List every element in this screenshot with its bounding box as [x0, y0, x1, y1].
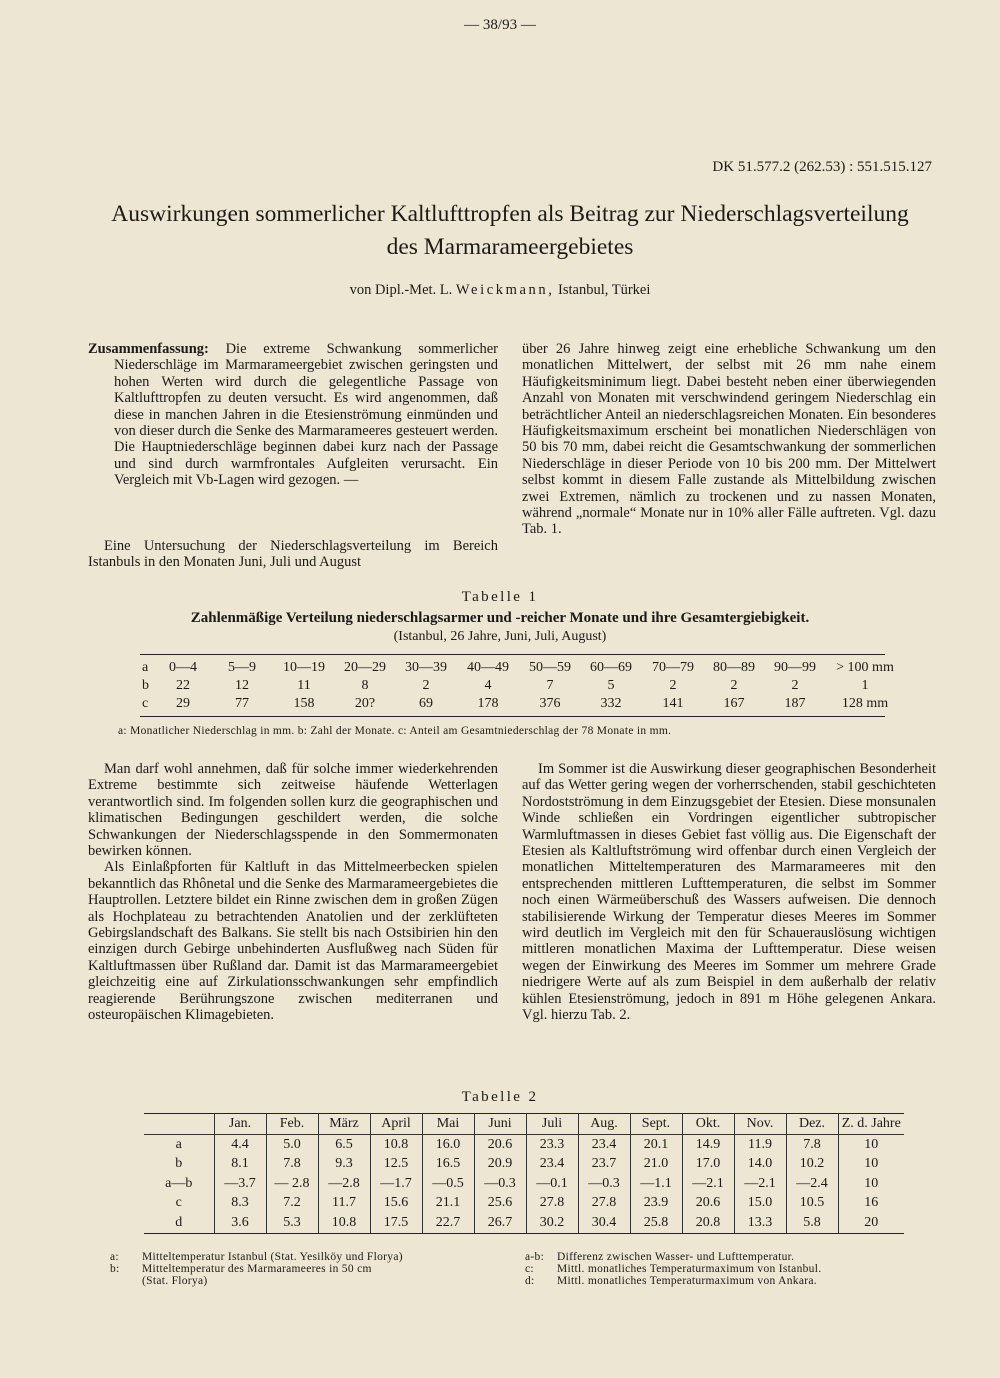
table2-header-cell: März: [318, 1114, 370, 1135]
legend-text: Mitteltemperatur Istanbul (Stat. Yesilköy und Florya): [142, 1251, 403, 1263]
author-prefix: von Dipl.-Met. L.: [349, 282, 453, 298]
legend-key: b:: [110, 1263, 120, 1275]
table2-header-cell: Z. d. Jahre: [838, 1114, 904, 1135]
table2-cell: 15.0: [734, 1194, 786, 1214]
table2-cell: 10: [838, 1135, 904, 1155]
table2-header-cell: Feb.: [266, 1114, 318, 1135]
table2-cell: 16.0: [422, 1135, 474, 1155]
table2-header-cell: Mai: [422, 1114, 474, 1135]
table2-legend-item: [110, 1275, 490, 1287]
table1-row-b: [140, 678, 885, 695]
table2-cell: 7.2: [266, 1194, 318, 1214]
table1-cell: 90—99: [774, 660, 816, 675]
table2-cell: 20.6: [474, 1135, 526, 1155]
table2-header-cell: [144, 1114, 214, 1135]
table2-header-cell: Sept.: [630, 1114, 682, 1135]
middle-left-column: [88, 761, 498, 1024]
table2-cell: —1.7: [370, 1174, 422, 1194]
table2-legend-left: [110, 1251, 490, 1287]
mid-left-paragraph-1: Man darf wohl annehmen, daß für solche immer wiederkehrenden Extreme bestimmte sich zeitweise häufende Wetterlagen verantwortlich sind. Im folgenden sollen kurz die geographischen und klimatischen Bedingungen geschildert werden, die solche Schwankungen der Niederschlagsspende in den Sommermonaten bewirken können.: [88, 761, 498, 860]
table1-cell: 50—59: [529, 660, 571, 675]
legend-text: (Stat. Florya): [142, 1275, 208, 1287]
table2-row-label: a: [175, 1136, 182, 1152]
table2-row-label: b: [175, 1156, 183, 1172]
table1-cell: 7: [546, 678, 554, 693]
table2-cell: 13.3: [734, 1213, 786, 1233]
table2-row-label: a—b: [165, 1175, 193, 1191]
table1-cell: 20?: [354, 696, 376, 711]
table1-cell: 30—39: [405, 660, 447, 675]
legend-key: a:: [110, 1251, 119, 1263]
table1-subtitle: (Istanbul, 26 Jahre, Juni, Juli, August): [393, 629, 607, 644]
table1-cell: 2: [791, 678, 799, 693]
table2-cell: —2.1: [682, 1174, 734, 1194]
table2-cell: 10.5: [786, 1194, 838, 1214]
table1-cell: 80—89: [713, 660, 755, 675]
table2-row: [144, 1213, 904, 1233]
author-location: Istanbul, Türkei: [558, 282, 651, 298]
intro-paragraph: [88, 538, 498, 571]
table1-legend: a: Monatlicher Niederschlag in mm. b: Zahl der Monate. c: Anteil am Gesamtniederschlag der 78 Monate in mm.: [118, 725, 672, 737]
table2-cell: 12.5: [370, 1155, 422, 1175]
table1-cell: 5: [607, 678, 615, 693]
table2-legend-right: [525, 1251, 945, 1287]
table2-cell: —1.1: [630, 1174, 682, 1194]
table2-header-cell: Juli: [526, 1114, 578, 1135]
table1-row-a: [140, 660, 894, 677]
table2-cell: 11.9: [734, 1135, 786, 1155]
title-line-2: des Marmarameergebietes: [386, 234, 634, 260]
table1-cell: > 100 mm: [836, 660, 894, 675]
right-column-text: über 26 Jahre hinweg zeigt eine erhebliche Schwankung um den monatlichen Mittelwert, der selbst mit 26 mm nahe einem Häufigkeitsminimum liegt. Dabei besteht neben einer überwiegenden Anzahl von Monaten mit verschwindend geringem Niederschlag ein beträchtlicher Anteil an niederschlagsreichen Monaten. Ein besonderes Häufigkeitsmaximum erscheint bei monatlichen Niederschlägen von 50 bis 70 mm, dabei reicht die Gesamtschwankung der sommerlichen Niederschläge in dieser Periode von 10 bis 200 mm. Der Mittelwert selbst kommt in diesem Falle zustande als Mittelbildung zwischen zwei Extremen, nämlich zu trockenen und zu nassen Monaten, während „normale“ Monate nur in 10% aller Fälle auftreten. Vgl. dazu Tab. 1.: [522, 341, 936, 538]
right-column-paragraph: [522, 341, 936, 538]
table2-cell: 20.8: [682, 1213, 734, 1233]
table1-row-label: c: [142, 696, 149, 711]
table2-cell: 26.7: [474, 1213, 526, 1233]
table2-cell: 25.8: [630, 1213, 682, 1233]
table1-cell: 1: [861, 678, 869, 693]
summary-block: [88, 341, 498, 489]
table2-cell: —0.3: [474, 1174, 526, 1194]
table2-cell: 20.6: [682, 1194, 734, 1214]
table2-header-cell: Nov.: [734, 1114, 786, 1135]
table2-cell: —0.5: [422, 1174, 474, 1194]
table1-cell: 77: [235, 696, 249, 711]
table2-cell: 10.8: [318, 1213, 370, 1233]
table1-cell: 2: [422, 678, 430, 693]
table2-row: [144, 1135, 904, 1155]
table2-cell: 10.2: [786, 1155, 838, 1175]
table1-cell: 60—69: [590, 660, 632, 675]
table2-header-cell: Jan.: [214, 1114, 266, 1135]
table2-cell: 23.4: [578, 1135, 630, 1155]
table1-cell: 11: [297, 678, 311, 693]
table2-row: [144, 1155, 904, 1175]
table2-header-cell: April: [370, 1114, 422, 1135]
table2-cell: 10: [838, 1174, 904, 1194]
table2-header-cell: Dez.: [786, 1114, 838, 1135]
table1-title: Zahlenmäßige Verteilung niederschlagsarmer und -reicher Monate und ihre Gesamtergiebigkeit.: [190, 610, 810, 626]
table2-cell: 27.8: [578, 1194, 630, 1214]
table1-row-label: a: [142, 660, 149, 675]
table2-legend-item: [525, 1275, 945, 1287]
table2-cell: 20.1: [630, 1135, 682, 1155]
author-line: [0, 282, 1000, 299]
table1-cell: 167: [723, 696, 745, 711]
table2-header-cell: Aug.: [578, 1114, 630, 1135]
table2-cell: 9.3: [318, 1155, 370, 1175]
legend-text: Differenz zwischen Wasser- und Lufttemperatur.: [557, 1251, 795, 1263]
table2-cell: 8.1: [214, 1155, 266, 1175]
legend-key: a-b:: [525, 1251, 545, 1263]
table2-cell: 7.8: [786, 1135, 838, 1155]
table2-header-cell: Okt.: [682, 1114, 734, 1135]
table2-row: [144, 1174, 904, 1194]
table2-cell: 15.6: [370, 1194, 422, 1214]
table2-row-label: d: [144, 1213, 214, 1233]
table1-cell: 187: [784, 696, 806, 711]
table2-cell: —0.1: [526, 1174, 578, 1194]
table2-legend-item: [525, 1263, 945, 1275]
table2-cell: 20: [838, 1213, 904, 1233]
legend-key: d:: [525, 1275, 535, 1287]
table2-cell: 16.5: [422, 1155, 474, 1175]
table2-cell: —2.4: [786, 1174, 838, 1194]
table1-cell: 70—79: [652, 660, 694, 675]
table2-cell: —2.1: [734, 1174, 786, 1194]
table2: [144, 1113, 904, 1234]
summary-text: Die extreme Schwankung sommerlicher Niederschläge im Marmarameergebiet zwischen geringsten und hohen Werten wird durch die gelegentliche Passage von Kaltlufttropfen zu deuten versucht. Es wird angenommen, daß diese in manchen Jahren in die Etesienströmung einmünden und von dieser durch die Senke des Marmarameeres gesteuert werden. Die Hauptniederschläge beginnen dabei kurz nach der Passage und sind durch warmfrontales Aufgleiten verursacht. Ein Vergleich mit Vb-Lagen wird gezogen. —: [114, 341, 498, 489]
summary-label: Zusammenfassung:: [88, 341, 209, 357]
table1-cell: 128 mm: [841, 696, 889, 711]
table1-caption: Tabelle 1: [461, 589, 539, 605]
table2-cell: 22.7: [422, 1213, 474, 1233]
table1-cell: 5—9: [228, 660, 256, 675]
table2-cell: 6.5: [318, 1135, 370, 1155]
table1-cell: 332: [600, 696, 622, 711]
table2-caption: Tabelle 2: [461, 1089, 539, 1105]
table2-cell: 14.9: [682, 1135, 734, 1155]
legend-key: c:: [525, 1263, 534, 1275]
table2-cell: 7.8: [266, 1155, 318, 1175]
table1-cell: 0—4: [169, 660, 197, 675]
table1-cell: 376: [539, 696, 561, 711]
table1-cell: 69: [419, 696, 433, 711]
table1-cell: 2: [730, 678, 738, 693]
table2-cell: 23.4: [526, 1155, 578, 1175]
table2-legend-item: [525, 1251, 945, 1263]
table1-cell: 178: [477, 696, 499, 711]
table2-cell: 10.8: [370, 1135, 422, 1155]
table2-cell: 23.9: [630, 1194, 682, 1214]
table2-cell: 23.3: [526, 1135, 578, 1155]
table1-cell: 141: [662, 696, 684, 711]
mid-right-paragraph-1: Im Sommer ist die Auswirkung dieser geographischen Besonderheit auf das Wetter gering wegen der vorherrschenden, stabil geschichteten Nordostströmung in dem Einzugsgebiet der Etesien. Diese monsunalen Winde schließen ein Vordringen eigentlicher subtropischer Warmluftmassen in dieses Gebiet fast völlig aus. Die Eigenschaft der Etesien als Kaltluftströmung wird offenbar durch einen Vergleich der monatlichen Mitteltemperaturen des Marmarameeres mit den entsprechenden mittleren Lufttemperaturen, die selbst im Sommer noch einen Wärmeüberschuß des Wassers aufweisen. Die dennoch stabilisierende Wirkung der Temperatur dieses Meeres im Sommer wird deutlich im Vergleich mit den für Schauerauslösung wichtigen mittleren monatlichen Maxima der Lufttemperatur. Diese weisen wegen der Einwirkung des Meeres im Sommer um mehrere Grade niedrigere Werte auf als zum Beispiel in dem außerhalb der relativ kühlen Etesienströmung, jedoch in 891 m Höhe gelegenen Ankara. Vgl. hierzu Tab. 2.: [522, 761, 936, 1024]
table2-cell: 30.2: [526, 1213, 578, 1233]
table2-cell: 4.4: [214, 1135, 266, 1155]
article-title: [60, 198, 960, 264]
table2-cell: 27.8: [526, 1194, 578, 1214]
table2-cell: —0.3: [578, 1174, 630, 1194]
table1-row-c: [140, 696, 889, 713]
table2-cell: —3.7: [214, 1174, 266, 1194]
page-number: — 38/93 —: [464, 17, 536, 33]
table1-cell: 4: [484, 678, 492, 693]
table2-row-label: c: [175, 1195, 182, 1211]
table2-cell: — 2.8: [266, 1174, 318, 1194]
table2-cell: 11.7: [318, 1194, 370, 1214]
table1-cell: 2: [669, 678, 677, 693]
table2-cell: 5.8: [786, 1213, 838, 1233]
table1-cell: 158: [293, 696, 315, 711]
table1-cell: 12: [235, 678, 249, 693]
table2-cell: 16: [838, 1194, 904, 1214]
table2-cell: 25.6: [474, 1194, 526, 1214]
middle-right-column: [522, 761, 936, 1024]
table1-cell: 20—29: [344, 660, 386, 675]
table2-cell: 5.0: [266, 1135, 318, 1155]
table2-cell: 14.0: [734, 1155, 786, 1175]
table2-cell: 30.4: [578, 1213, 630, 1233]
table1-cell: 8: [361, 678, 369, 693]
table2-cell: 20.9: [474, 1155, 526, 1175]
table2-cell: 23.7: [578, 1155, 630, 1175]
table2-cell: 21.1: [422, 1194, 474, 1214]
table2-cell: 3.6: [214, 1213, 266, 1233]
table1-cell: 10—19: [283, 660, 325, 675]
intro-text: Eine Untersuchung der Niederschlagsverteilung im Bereich Istanbuls in den Monaten Juni, Juli und August: [88, 538, 498, 571]
author-name: Weickmann,: [455, 282, 555, 298]
legend-text: Mittl. monatliches Temperaturmaximum von Istanbul.: [557, 1263, 822, 1275]
table2-cell: 8.3: [214, 1194, 266, 1214]
table2-row: [144, 1194, 904, 1214]
dk-code: DK 51.577.2 (262.53) : 551.515.127: [712, 159, 932, 175]
mid-left-paragraph-2: Als Einlaßpforten für Kaltluft in das Mittelmeerbecken spielen bekanntlich das Rhônetal und die Senke des Marmarameergebietes die Hauptrollen. Letztere bildet ein Rinne zwischen dem in großen Zügen als Hochplateau zu betrachtenden Anatolien und der zerklüfteten Gebirgslandschaft des Balkans. Sie stellt bis nach Ostsibirien hin den einzigen durch Gebirge unbehinderten Ausflußweg nach Süden für Kaltluftmassen über Rußland dar. Damit ist das Marmarameergebiet gleichzeitig eine auf Zirkulationsschwankungen sehr empfindlich reagierende Berührungszone zwischen mediterranen und osteuropäischen Klimagebieten.: [88, 859, 498, 1024]
legend-text: Mittl. monatliches Temperaturmaximum von Ankara.: [557, 1275, 817, 1287]
table1-cell: 29: [176, 696, 190, 711]
table2-cell: 17.5: [370, 1213, 422, 1233]
table2-cell: 10: [838, 1155, 904, 1175]
table2-cell: 17.0: [682, 1155, 734, 1175]
legend-text: Mitteltemperatur des Marmarameeres in 50 cm: [142, 1263, 372, 1275]
table1-row-label: b: [142, 678, 149, 693]
table1-cell: 22: [176, 678, 190, 693]
table2-header-cell: Juni: [474, 1114, 526, 1135]
table1: [140, 654, 894, 717]
table2-cell: 5.3: [266, 1213, 318, 1233]
table2-legend-item: [110, 1251, 490, 1263]
table2-cell: 21.0: [630, 1155, 682, 1175]
table2-cell: —2.8: [318, 1174, 370, 1194]
table1-cell: 40—49: [467, 660, 509, 675]
table2-legend-item: [110, 1263, 490, 1275]
title-line-1: Auswirkungen sommerlicher Kaltlufttropfen als Beitrag zur Niederschlagsverteilung: [111, 201, 909, 227]
